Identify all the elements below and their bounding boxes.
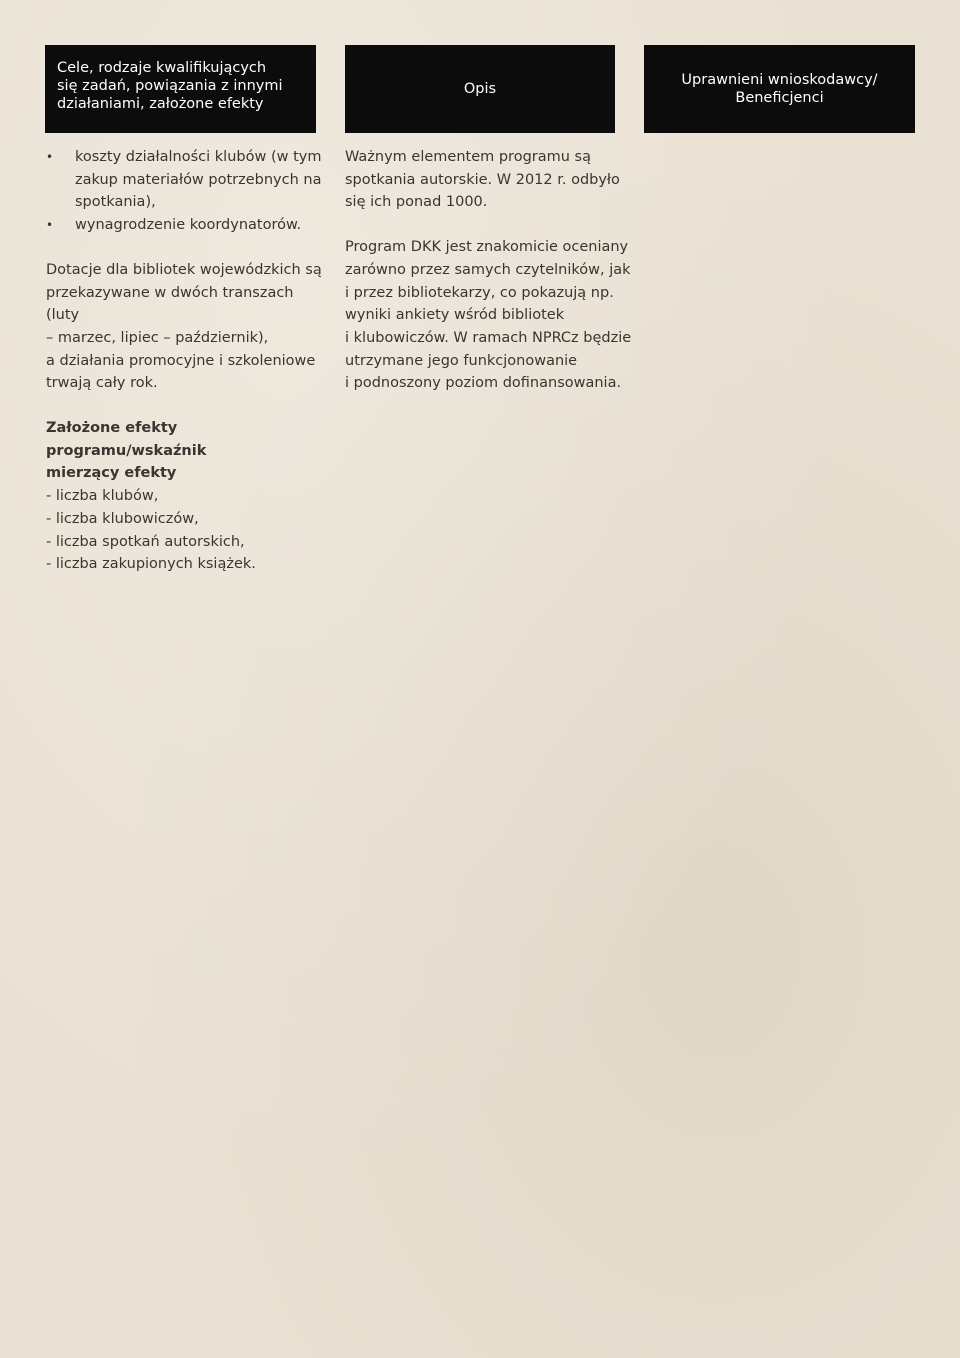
cost-bullet-list bbox=[46, 146, 331, 237]
header-description bbox=[345, 45, 615, 133]
column-description bbox=[345, 146, 635, 395]
description-paragraph-1: Ważnym elementem programu są spotkania autorskie. W 2012 r. odbyło się ich ponad 1000. bbox=[345, 149, 620, 211]
header-goals-label: Cele, rodzaje kwalifikujących się zadań, powiązania z innymi działaniami, założone efekty bbox=[57, 60, 283, 112]
funding-paragraph: Dotacje dla bibliotek wojewódzkich są przekazywane w dwóch transzach (luty – marzec, lipiec – październik), a działania promocyjne i szkoleniowe trwają cały rok. bbox=[46, 261, 322, 392]
column-goals bbox=[46, 146, 331, 576]
effects-list: - liczba klubów, - liczba klubowiczów, - liczba spotkań autorskich, - liczba zakupionych książek. bbox=[46, 488, 256, 573]
effects-heading: Założone efekty programu/wskaźnik mierzący efekty bbox=[46, 420, 207, 482]
list-item: • koszty działalności klubów (w tym zakup materiałów potrzebnych na spotkania), bbox=[46, 146, 331, 214]
list-item: • wynagrodzenie koordynatorów. bbox=[46, 214, 331, 237]
header-beneficiaries-label: Uprawnieni wnioskodawcy/ Beneficjenci bbox=[681, 72, 878, 106]
description-paragraph-2: Program DKK jest znakomicie oceniany zarówno przez samych czytelników, jak i przez bibliotekarzy, co pokazują np. wyniki ankiety wśród bibliotek i klubowiczów. W ramach NPRCz będzie utrzymane jego funkcjonowanie i podnoszony poziom dofinansowania. bbox=[345, 239, 632, 392]
header-description-label: Opis bbox=[463, 81, 497, 97]
header-beneficiaries bbox=[644, 45, 915, 133]
header-goals bbox=[45, 45, 316, 133]
